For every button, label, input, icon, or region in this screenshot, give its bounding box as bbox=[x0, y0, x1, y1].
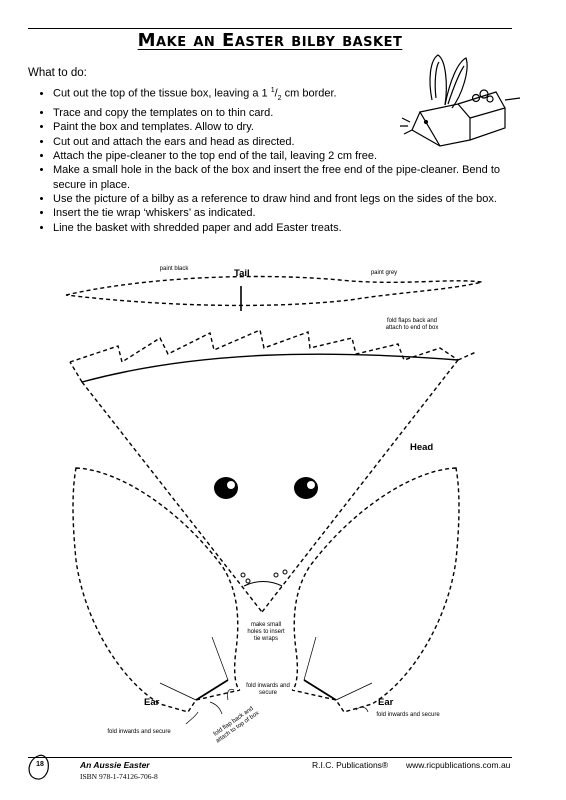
list-item: • Cut out the top of the tissue box, leaving a 1 $^1/_2$ cm border. bbox=[53, 84, 523, 106]
fold-inwards-right-label: fold inwards and secure bbox=[376, 712, 440, 718]
page-title: Make an Easter bilby basket bbox=[137, 30, 403, 51]
make-holes-label: make small holes to insert tie wraps bbox=[247, 622, 285, 642]
publisher: R.I.C. Publications® bbox=[312, 760, 389, 770]
fold-inwards-left-label: fold inwards and secure bbox=[107, 729, 171, 735]
section-heading: What to do: bbox=[28, 67, 87, 79]
nose-marks bbox=[241, 570, 287, 586]
list-item: • Paint the box and templates. Allow to dry. bbox=[53, 120, 523, 134]
website-link[interactable]: www.ricpublications.com.au bbox=[406, 760, 511, 770]
paint-black-label: paint black bbox=[159, 266, 189, 272]
head-label: Head bbox=[410, 442, 434, 453]
fold-inwards-center-label: fold inwards and secure bbox=[246, 683, 290, 696]
bilby-basket-illustration bbox=[400, 55, 520, 146]
list-item: • Make a small hole in the back of the box and insert the free end of the pipe-cleaner. Bend to secure in place. bbox=[53, 163, 523, 192]
list-item: • Trace and copy the templates on to thin card. bbox=[53, 106, 523, 120]
tail-template bbox=[66, 276, 482, 305]
list-item: • Line the basket with shredded paper and add Easter treats. bbox=[53, 221, 523, 235]
fold-flaps-label: fold flaps back and attach to end of box bbox=[385, 318, 439, 331]
ear-right-label: Ear bbox=[378, 697, 394, 708]
head-template bbox=[70, 330, 476, 612]
footer-rule bbox=[28, 757, 512, 758]
isbn: ISBN 978-1-74126-706-8 bbox=[80, 772, 158, 781]
tail-label: Tail bbox=[234, 268, 250, 279]
list-item: • Attach the pipe-cleaner to the top end of the tail, leaving 2 cm free. bbox=[53, 149, 523, 163]
ear-left-label: Ear bbox=[144, 697, 160, 708]
paint-grey-label: paint grey bbox=[370, 270, 398, 276]
book-title: An Aussie Easter bbox=[80, 760, 150, 770]
list-item: • Use the picture of a bilby as a reference to draw hind and front legs on the sides of the box. bbox=[53, 192, 523, 206]
ear-templates bbox=[73, 468, 459, 712]
list-item: • Cut out and attach the ears and head as directed. bbox=[53, 135, 523, 149]
page-number: 18 bbox=[36, 761, 44, 768]
ear-guide-lines bbox=[160, 637, 372, 724]
list-item: • Insert the tie wrap ‘whiskers’ as indicated. bbox=[53, 206, 523, 220]
eyes bbox=[214, 477, 318, 499]
fold-flap-back-label: fold flap back and attach to top of box bbox=[212, 705, 261, 745]
